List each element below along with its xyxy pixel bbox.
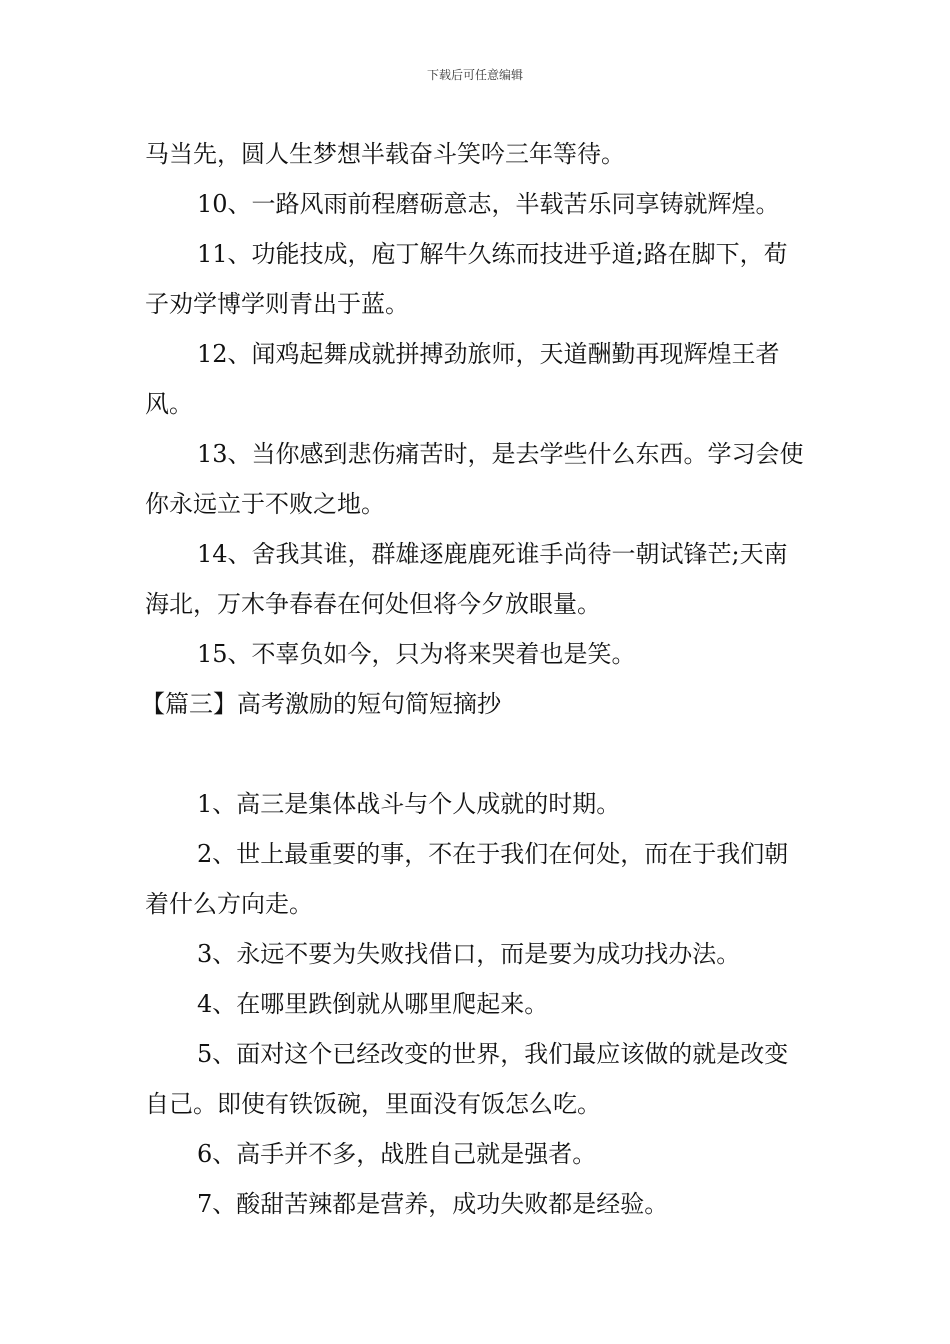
paragraph-12: 12、闻鸡起舞成就拼搏劲旅师，天道酬勤再现辉煌王者风。 <box>145 340 780 418</box>
quote-5: 5、面对这个已经改变的世界，我们最应该做的就是改变自己。即使有铁饭碗，里面没有饭怎么吃。 <box>145 1040 789 1118</box>
quote-1: 1、高三是集体战斗与个人成就的时期。 <box>197 790 621 818</box>
quote-3: 3、永远不要为失败找借口，而是要为成功找办法。 <box>197 940 741 968</box>
quote-4: 4、在哪里跌倒就从哪里爬起来。 <box>197 990 549 1018</box>
section-spacer <box>145 729 810 779</box>
quote-6: 6、高手并不多，战胜自己就是强者。 <box>197 1140 597 1168</box>
paragraph-13: 13、当你感到悲伤痛苦时，是去学些什么东西。学习会使你永远立于不败之地。 <box>145 440 804 518</box>
section-heading: 【篇三】高考激励的短句简短摘抄 <box>141 690 501 718</box>
paragraph-0: 马当先，圆人生梦想半载奋斗笑吟三年等待。 <box>145 140 625 168</box>
page-header: 下载后可任意编辑 <box>426 68 523 82</box>
quote-2: 2、世上最重要的事，不在于我们在何处，而在于我们朝着什么方向走。 <box>145 840 789 918</box>
quote-7: 7、酸甜苦辣都是营养，成功失败都是经验。 <box>197 1190 669 1218</box>
paragraph-14: 14、舍我其谁，群雄逐鹿鹿死谁手尚待一朝试锋芒;天南海北，万木争春春在何处但将今夕放眼量。 <box>145 540 788 618</box>
paragraph-15: 15、不辜负如今，只为将来哭着也是笑。 <box>197 640 636 668</box>
paragraph-10: 10、一路风雨前程磨砺意志，半载苦乐同享铸就辉煌。 <box>197 190 780 218</box>
document-body <box>141 129 810 1229</box>
paragraph-11: 11、功能技成，庖丁解牛久练而技进乎道;路在脚下，荀子劝学博学则青出于蓝。 <box>145 240 788 318</box>
